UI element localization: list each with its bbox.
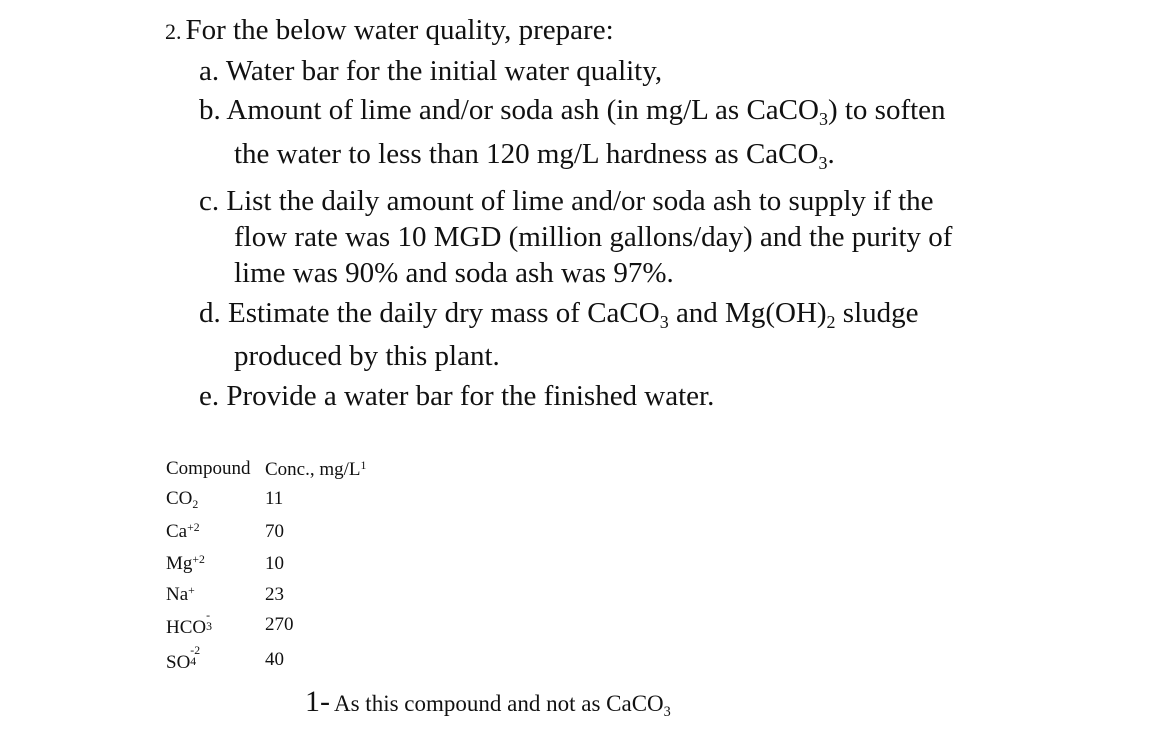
item-a-text: Water bar for the initial water quality,	[225, 55, 663, 87]
item-b-line1: Amount of lime and/or soda ash (in mg/L as CaCO$_3$) to soften	[226, 94, 946, 130]
table-row-value: 40	[265, 649, 284, 670]
item-c	[199, 187, 934, 216]
table-row-compound: $Ca^{+2}$	[166, 520, 200, 542]
item-d	[199, 297, 919, 333]
table-row-value: 270	[265, 614, 294, 635]
table-header-conc: Conc., $mg/L^1$	[265, 458, 367, 480]
table-row-value: 11	[265, 488, 284, 509]
table-row-value: 23	[265, 584, 284, 605]
item-d-line2: produced by this plant.	[234, 340, 500, 372]
item-d-label: d.	[199, 297, 221, 329]
table-row-compound: SO -2 4	[166, 643, 201, 673]
item-a-label: a.	[199, 55, 220, 87]
item-c-label: c.	[199, 185, 220, 217]
footnote	[305, 685, 671, 719]
item-e-label: e.	[199, 380, 220, 412]
item-b-label: b.	[199, 94, 221, 126]
question-stem: For the below water quality, prepare:	[185, 14, 614, 46]
table-row-compound: HCO - 3	[166, 608, 213, 638]
table-row-compound: $Mg^{+2}$	[166, 552, 205, 574]
item-c-line2: flow rate was 10 MGD (million gallons/day) and the purity of	[234, 221, 953, 253]
item-b-line2: the water to less than 120 mg/L hardness as CaCO$_3$.	[234, 138, 835, 174]
item-b	[199, 94, 946, 130]
item-e	[199, 382, 714, 411]
item-d-line1: Estimate the daily dry mass of CaCO$_3$ and $Mg(OH)_2$ sludge	[228, 297, 919, 333]
footnote-number: 1-	[305, 685, 330, 718]
question-number: 2.	[165, 19, 182, 44]
table-header-compound: Compound	[166, 458, 251, 479]
table-row-value: 10	[265, 553, 284, 574]
question-header	[165, 14, 614, 47]
table-row-compound: $CO_2$	[166, 488, 199, 512]
item-e-text: Provide a water bar for the finished water.	[226, 380, 715, 412]
item-c-line1: List the daily amount of lime and/or soda ash to supply if the	[226, 185, 934, 217]
table-row-value: 70	[265, 521, 284, 542]
table-row-compound: Na+	[166, 583, 195, 605]
footnote-text: As this compound and not as CaCO$_3$	[334, 691, 671, 720]
item-a	[199, 57, 662, 86]
item-c-line3: lime was 90% and soda ash was 97%.	[234, 257, 674, 289]
